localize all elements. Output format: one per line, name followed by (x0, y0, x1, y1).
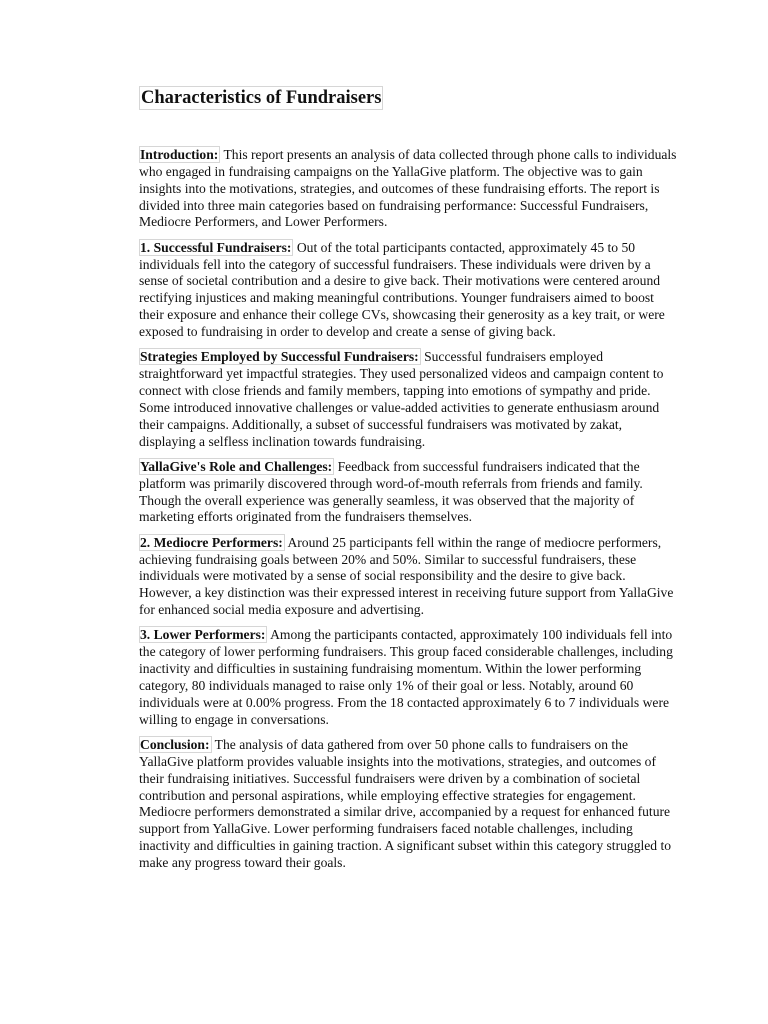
section-heading: 1. Successful Fundraisers: (140, 239, 292, 255)
section-yallagive-role (139, 459, 677, 526)
section-heading: 2. Mediocre Performers: (140, 534, 283, 550)
section-text: Successful fundraisers employed straightforward yet impactful strategies. They used personalized videos and campaign content to connect with close friends and family members, tapping into emotions of sympathy and pride. Some introduced innovative challenges or value-added activities to generate enthusiasm around their campaigns. Additionally, a subset of successful fundraisers was motivated by zakat, displaying a selfless inclination towards fundraising. (139, 349, 664, 449)
document-body (139, 147, 677, 872)
section-successful-fundraisers (139, 240, 677, 341)
section-text: The analysis of data gathered from over 50 phone calls to fundraisers on the YallaGive platform provides valuable insights into the motivations, strategies, and outcomes of their fundraising initiatives. Successful fundraisers were driven by a combination of societal contribution and personal aspirations, while employing effective strategies for engagement. Mediocre performers demonstrated a similar drive, accompanied by a request for enhanced future support from YallaGive. Lower performing fundraisers faced notable challenges, including inactivity and difficulties in gaining traction. A significant subset within this category struggled to make any progress toward their goals. (139, 737, 672, 870)
section-heading: 3. Lower Performers: (140, 627, 266, 643)
section-text: Around 25 participants fell within the range of mediocre performers, achieving fundraising goals between 20% and 50%. Similar to successful fundraisers, these individuals were motivated by a sense of social responsibility and the desire to give back. However, a key distinction was their expressed interest in receiving future support from YallaGive for enhanced social media exposure and advertising. (139, 534, 674, 618)
document-page (139, 86, 677, 880)
section-heading: Strategies Employed by Successful Fundraisers: (140, 349, 419, 365)
section-text: This report presents an analysis of data collected through phone calls to individuals who engaged in fundraising campaigns on the YallaGive platform. The objective was to gain insights into the motivations, strategies, and outcomes of these fundraising efforts. The report is divided into three main categories based on fundraising performance: Successful Fundraisers, Mediocre Performers, and Lower Performers. (139, 147, 677, 230)
section-lower-performers (139, 627, 677, 728)
section-heading: Introduction: (140, 147, 219, 162)
document-title: Characteristics of Fundraisers (141, 88, 382, 108)
section-heading: YallaGive's Role and Challenges: (140, 458, 333, 474)
section-text: Among the participants contacted, approximately 100 individuals fell into the category of lower performing fundraisers. This group faced considerable challenges, including inactivity and difficulties in sustaining fundraising momentum. Within the lower performing category, 80 individuals managed to raise only 1% of their goal or less. Notably, around 60 individuals were at 0.00% progress. From the 18 contacted approximately 6 to 7 individuals were willing to engage in conversations. (139, 627, 673, 727)
section-heading: Conclusion: (140, 737, 210, 752)
section-text: Feedback from successful fundraisers indicated that the platform was primarily discovered through word-of-mouth referrals from friends and family. Though the overall experience was generally seamless, it was observed that the majority of marketing efforts originated from the fundraisers themselves. (139, 458, 643, 525)
section-conclusion (139, 737, 677, 872)
section-mediocre-performers (139, 535, 677, 619)
section-text: Out of the total participants contacted, approximately 45 to 50 individuals fell into the category of successful fundraisers. These individuals were driven by a sense of societal contribution and a desire to give back. Their motivations were centered around rectifying injustices and making meaningful contributions. Younger fundraisers aimed to boost their exposure and enhance their college CVs, showcasing their generosity as a key trait, or were exposed to fundraising in order to develop and create a sense of giving back. (139, 239, 665, 339)
section-strategies (139, 349, 677, 450)
section-introduction (139, 147, 677, 231)
